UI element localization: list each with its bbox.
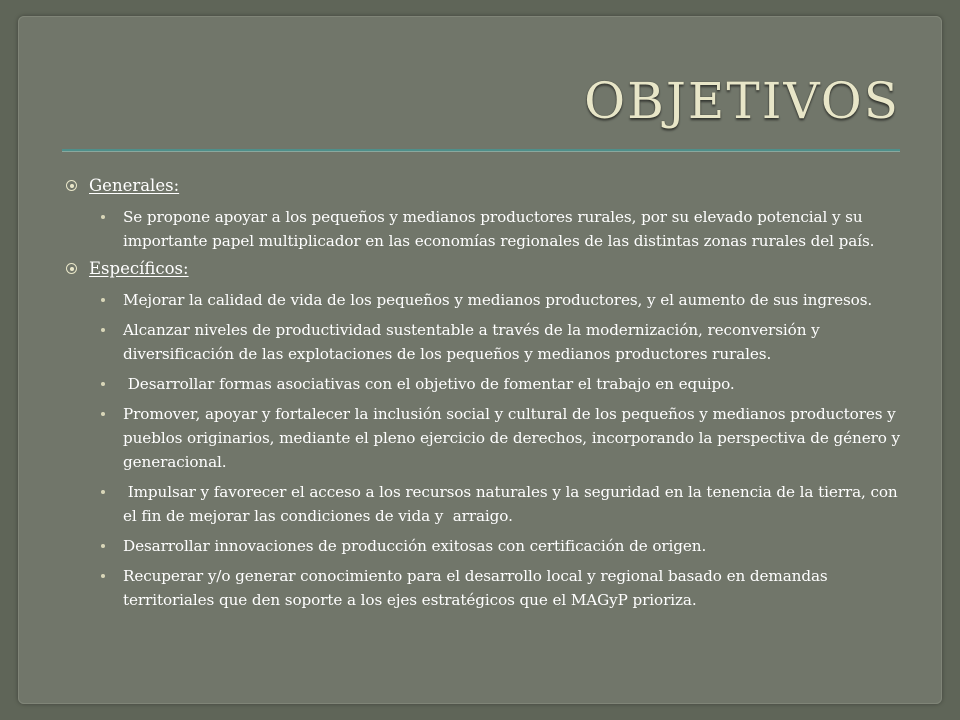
circle-bullet-icon xyxy=(66,263,77,274)
section-heading-generales: Generales: xyxy=(89,176,180,195)
list-item-text: Se propone apoyar a los pequeños y medianos productores rurales, por su elevado potencial y su importante papel multiplicador en las economías regionales de las distintas zonas rurales del país. xyxy=(123,208,875,250)
generales-list xyxy=(66,205,910,253)
slide-title: OBJETIVOS xyxy=(584,72,900,130)
dot-bullet-icon xyxy=(101,328,105,332)
dot-bullet-icon xyxy=(101,412,105,416)
slide-body xyxy=(66,176,910,618)
dot-bullet-icon xyxy=(101,574,105,578)
list-item-text: Promover, apoyar y fortalecer la inclusión social y cultural de los pequeños y medianos productores y pueblos originarios, mediante el pleno ejercicio de derechos, incorporando la perspectiva de género y generacional. xyxy=(123,405,901,471)
title-divider xyxy=(62,149,900,152)
list-item xyxy=(90,534,910,558)
section-especificos xyxy=(66,259,910,278)
especificos-list xyxy=(66,288,910,612)
list-item-text: Recuperar y/o generar conocimiento para el desarrollo local y regional basado en demandas territoriales que den soporte a los ejes estratégicos que el MAGyP prioriza. xyxy=(123,567,828,609)
list-item xyxy=(90,480,910,528)
list-item xyxy=(90,564,910,612)
section-generales xyxy=(66,176,910,195)
list-item-text: Alcanzar niveles de productividad sustentable a través de la modernización, reconversión y diversificación de las explotaciones de los pequeños y medianos productores rurales. xyxy=(123,321,820,363)
list-item-text: Impulsar y favorecer el acceso a los recursos naturales y la seguridad en la tenencia de la tierra, con el fin de mejorar las condiciones de vida y arraigo. xyxy=(123,483,903,525)
list-item xyxy=(90,205,910,253)
list-item xyxy=(90,372,910,396)
list-item-text: Mejorar la calidad de vida de los pequeños y medianos productores, y el aumento de sus ingresos. xyxy=(123,291,873,309)
list-item-text: Desarrollar formas asociativas con el objetivo de fomentar el trabajo en equipo. xyxy=(123,375,735,393)
list-item-text: Desarrollar innovaciones de producción exitosas con certificación de origen. xyxy=(123,537,707,555)
dot-bullet-icon xyxy=(101,215,105,219)
dot-bullet-icon xyxy=(101,544,105,548)
section-heading-especificos: Específicos: xyxy=(89,259,189,278)
dot-bullet-icon xyxy=(101,490,105,494)
list-item xyxy=(90,288,910,312)
list-item xyxy=(90,402,910,474)
dot-bullet-icon xyxy=(101,382,105,386)
dot-bullet-icon xyxy=(101,298,105,302)
list-item xyxy=(90,318,910,366)
circle-bullet-icon xyxy=(66,180,77,191)
